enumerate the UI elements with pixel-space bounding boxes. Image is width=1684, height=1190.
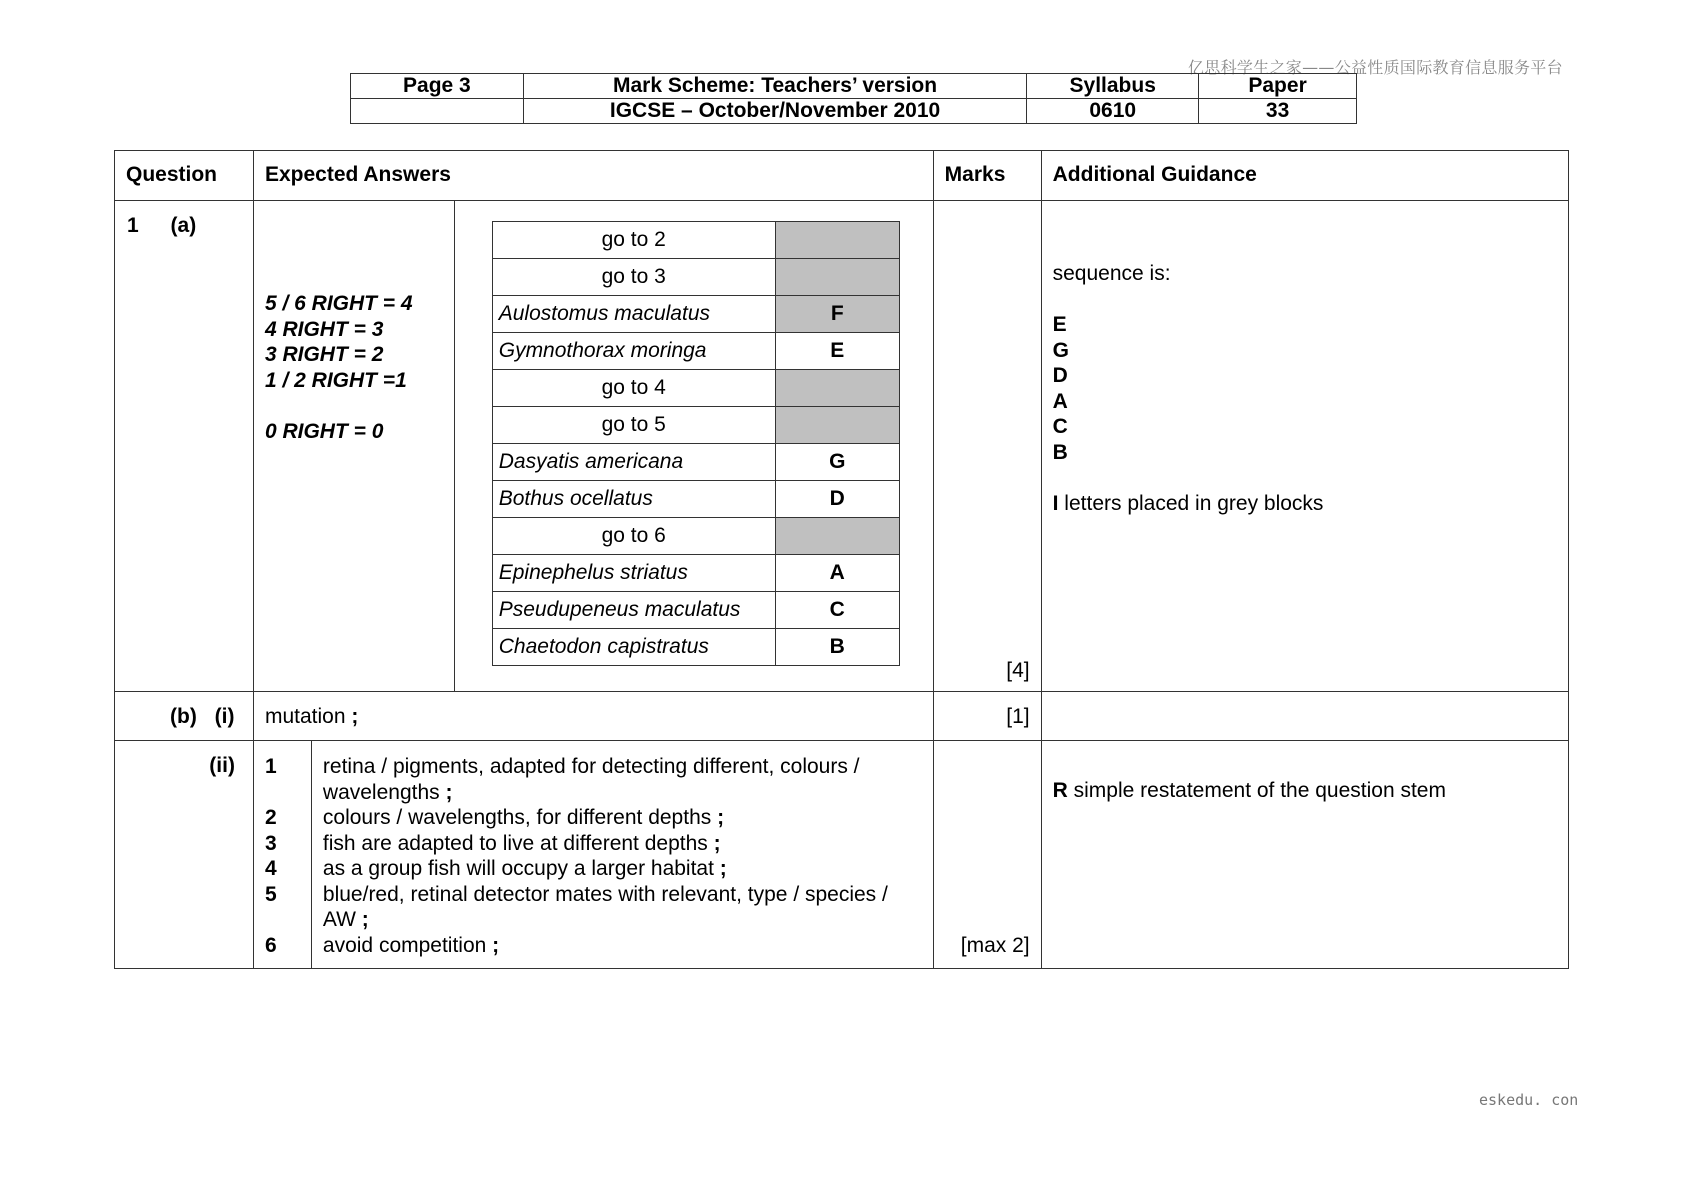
marks-1bii: [max 2] xyxy=(960,934,1030,957)
marks-cell-1a xyxy=(933,201,1041,692)
syllabus-value: 0610 xyxy=(1027,99,1199,124)
row-1bi xyxy=(115,692,1569,741)
point-numbers xyxy=(254,741,311,958)
key-letter: B xyxy=(775,629,899,666)
key-row xyxy=(492,518,899,555)
key-go-to: go to 6 xyxy=(492,518,775,555)
scoring-rule xyxy=(265,393,454,419)
header-table xyxy=(350,73,1357,124)
syllabus-label: Syllabus xyxy=(1027,74,1199,99)
key-species-name: Aulostomus maculatus xyxy=(492,296,775,333)
row-1a xyxy=(115,201,1569,692)
dichotomous-key xyxy=(492,221,900,666)
key-species-name: Epinephelus striatus xyxy=(492,555,775,592)
key-letter xyxy=(775,407,899,444)
scoring-rule: 3 RIGHT = 2 xyxy=(264,343,384,366)
question-subpart-i: (i) xyxy=(214,705,235,728)
point-number: 1 xyxy=(264,755,277,778)
sequence-letter: G xyxy=(1052,338,1069,362)
key-go-to: go to 4 xyxy=(492,370,775,407)
marks-1bi: [1] xyxy=(1006,705,1030,728)
point-text-line: wavelengths ; xyxy=(322,780,453,804)
point-text-line: blue/red, retinal detector mates with relevant, type / species / xyxy=(322,882,888,906)
key-species-name: Dasyatis americana xyxy=(492,444,775,481)
key-species-name: Gymnothorax moringa xyxy=(492,333,775,370)
point-text-line: colours / wavelengths, for different depths ; xyxy=(322,806,725,829)
sequence-intro: sequence is: xyxy=(1052,262,1171,285)
key-species-name: Pseudupeneus maculatus xyxy=(492,592,775,629)
question-number: 1 xyxy=(127,214,139,237)
marks-cell-1bii xyxy=(933,741,1041,969)
key-species-name: Chaetodon capistratus xyxy=(492,629,775,666)
answer-1bi: mutation xyxy=(264,705,346,728)
key-letter: F xyxy=(775,296,899,333)
key-row xyxy=(492,592,899,629)
key-row xyxy=(492,481,899,518)
point-text-line: as a group fish will occupy a larger habitat ; xyxy=(322,857,727,880)
page-number: Page 3 xyxy=(351,74,524,99)
col-marks: Marks xyxy=(933,151,1041,201)
question-part: (a) xyxy=(170,214,197,237)
point-number: 6 xyxy=(264,933,277,957)
point-number: 3 xyxy=(264,831,277,855)
key-letter: G xyxy=(775,444,899,481)
question-cell-1a xyxy=(115,201,254,692)
marks-1a: [4] xyxy=(1006,659,1030,682)
scoring-rule: 1 / 2 RIGHT =1 xyxy=(264,368,407,392)
watermark-top: 亿思科学生之家——公益性质国际教育信息服务平台 xyxy=(1188,58,1563,77)
sequence-letter: B xyxy=(1052,440,1068,464)
header-title: Mark Scheme: Teachers’ version xyxy=(523,74,1026,99)
key-letter: E xyxy=(775,333,899,370)
question-cell-1bii xyxy=(115,741,254,969)
guidance-cell-1bi xyxy=(1041,692,1568,741)
key-letter xyxy=(775,259,899,296)
header-exam: IGCSE – October/November 2010 xyxy=(523,99,1026,124)
question-part-b: (b) xyxy=(170,705,197,728)
scoring-rule: 0 RIGHT = 0 xyxy=(264,419,384,443)
guidance-1bii: R simple restatement of the question stem xyxy=(1052,779,1446,802)
point-number: 2 xyxy=(264,806,277,829)
question-cell-1bi xyxy=(115,692,254,741)
row-1bii xyxy=(115,741,1569,969)
key-row xyxy=(492,555,899,592)
key-go-to: go to 2 xyxy=(492,222,775,259)
col-additional-guidance: Additional Guidance xyxy=(1041,151,1568,201)
sequence-letter: C xyxy=(1052,415,1068,438)
key-go-to: go to 5 xyxy=(492,407,775,444)
paper-label: Paper xyxy=(1199,74,1357,99)
sequence-letter: E xyxy=(1052,313,1067,336)
scoring-cell xyxy=(253,201,454,692)
col-question: Question xyxy=(115,151,254,201)
key-letter: D xyxy=(775,481,899,518)
key-letter xyxy=(775,518,899,555)
point-text-line: AW ; xyxy=(322,908,369,931)
key-letter: C xyxy=(775,592,899,629)
sequence-list xyxy=(1053,312,1568,465)
point-texts xyxy=(312,741,933,958)
scoring-rule: 4 RIGHT = 3 xyxy=(264,317,384,341)
key-letter: A xyxy=(775,555,899,592)
point-text-line: fish are adapted to live at different depths ; xyxy=(322,831,721,855)
mark-scheme-table xyxy=(114,150,1569,969)
key-species-name: Bothus ocellatus xyxy=(492,481,775,518)
point-text-line: retina / pigments, adapted for detecting different, colours / xyxy=(322,755,860,778)
guidance-cell-1a xyxy=(1041,201,1568,692)
points-cell xyxy=(311,741,933,969)
scoring-rules xyxy=(254,201,454,444)
key-letter xyxy=(775,222,899,259)
key-row xyxy=(492,296,899,333)
answer-cell-1bi: mutation ; xyxy=(253,692,933,741)
key-row xyxy=(492,629,899,666)
header-empty-cell xyxy=(351,99,524,124)
question-subpart-ii: (ii) xyxy=(209,754,235,777)
point-numbers-cell xyxy=(253,741,311,969)
point-text-line: avoid competition ; xyxy=(322,933,500,957)
sequence-letter: D xyxy=(1052,364,1068,387)
key-letter xyxy=(775,370,899,407)
guidance-note-1a: I letters placed in grey blocks xyxy=(1052,491,1324,515)
key-row xyxy=(492,259,899,296)
key-go-to: go to 3 xyxy=(492,259,775,296)
marks-cell-1bi xyxy=(933,692,1041,741)
key-row xyxy=(492,370,899,407)
point-number: 4 xyxy=(264,857,277,880)
key-cell xyxy=(454,201,933,692)
key-row xyxy=(492,222,899,259)
watermark-bottom: eskedu. con xyxy=(1479,1091,1579,1109)
sequence-letter: A xyxy=(1052,389,1068,413)
key-row xyxy=(492,333,899,370)
scoring-rule: 5 / 6 RIGHT = 4 xyxy=(264,292,413,315)
col-expected-answers: Expected Answers xyxy=(253,151,933,201)
guidance-cell-1bii xyxy=(1041,741,1568,969)
paper-value: 33 xyxy=(1199,99,1357,124)
point-number: 5 xyxy=(264,882,277,906)
key-row xyxy=(492,407,899,444)
key-row xyxy=(492,444,899,481)
